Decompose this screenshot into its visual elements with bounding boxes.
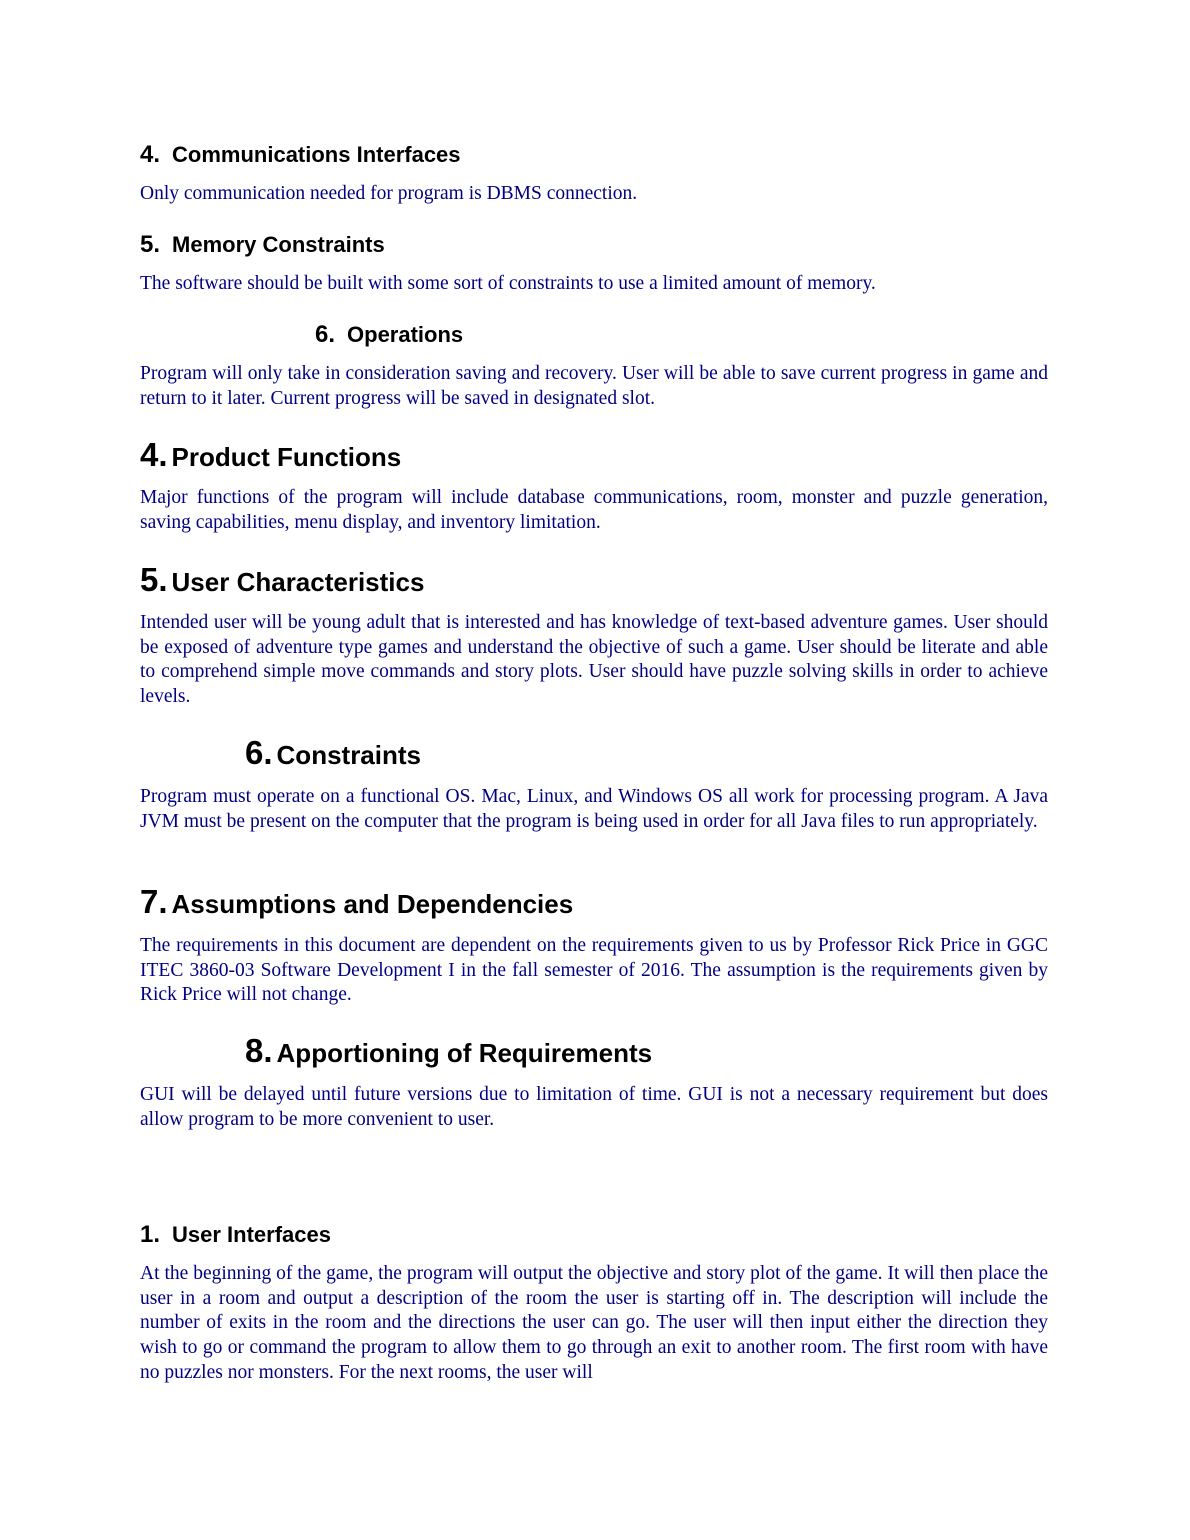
section-heading-memory-constraints [140,232,385,258]
section-body-constraints: Program must operate on a functional OS. Mac, Linux, and Windows OS all work for processing program. A Java JVM must be present on the computer that the program is being used in order for all Java files to run appropriately. [140,786,1048,832]
section-heading-apportioning-of-requirements [245,1034,652,1070]
section-heading-user-characteristics [140,563,424,599]
section-body-apportioning-of-requirements: GUI will be delayed until future versions due to limitation of time. GUI is not a necessary requirement but does allow program to be more convenient to user. [140,1084,1048,1130]
section-body-assumptions-and-dependencies: The requirements in this document are dependent on the requirements given to us by Professor Rick Price in GGC ITEC 3860-03 Software Development I in the fall semester of 2016. The assumption is the requirements given by Rick Price will not change. [140,935,1048,1006]
section-body-communications-interfaces: Only communication needed for program is DBMS connection. [140,183,638,204]
section-heading-constraints [245,736,421,772]
section-heading-assumptions-and-dependencies [140,885,573,921]
section-number: 5. [140,561,168,598]
section-title: Constraints [276,740,421,770]
section-title: Apportioning of Requirements [276,1038,653,1068]
section-number: 6. [245,734,273,771]
section-title: User Interfaces [172,1222,331,1247]
section-number: 4. [140,141,161,168]
section-title: Memory Constraints [172,232,385,257]
section-heading-user-interfaces [140,1222,331,1248]
section-body-memory-constraints: The software should be built with some sort of constraints to use a limited amount of memory. [140,273,876,294]
section-body-operations: Program will only take in consideration saving and recovery. User will be able to save current progress in game and return to it later. Current progress will be saved in designated slot. [140,363,1048,409]
section-number: 7. [140,883,168,920]
section-number: 1. [140,1221,161,1248]
section-number: 4. [140,436,168,473]
section-number: 5. [140,231,161,258]
section-body-user-interfaces: At the beginning of the game, the program will output the objective and story plot of the game. It will then place the user in a room and output a description of the room the user is starting off in. The description will include the number of exits in the room and the directions the user can go. The user will then input either the direction they wish to go or command the program to allow them to go through an exit to another room. The first room with have no puzzles nor monsters. For the next rooms, the user will [140,1263,1048,1383]
section-number: 6. [315,321,336,348]
section-number: 8. [245,1032,273,1069]
section-heading-operations [315,322,463,348]
section-title: Communications Interfaces [172,142,461,167]
section-title: User Characteristics [171,567,425,597]
section-title: Assumptions and Dependencies [171,889,574,919]
section-title: Operations [347,322,464,347]
section-heading-product-functions [140,438,401,474]
section-body-product-functions: Major functions of the program will include database communications, room, monster and puzzle generation, saving capabilities, menu display, and inventory limitation. [140,487,1048,533]
section-body-user-characteristics: Intended user will be young adult that is interested and has knowledge of text-based adventure games. User should be exposed of adventure type games and understand the objective of such a game. User should be literate and able to comprehend simple move commands and story plots. User should have puzzle solving skills in order to achieve levels. [140,612,1048,708]
section-heading-communications-interfaces [140,142,461,168]
section-title: Product Functions [171,442,402,472]
